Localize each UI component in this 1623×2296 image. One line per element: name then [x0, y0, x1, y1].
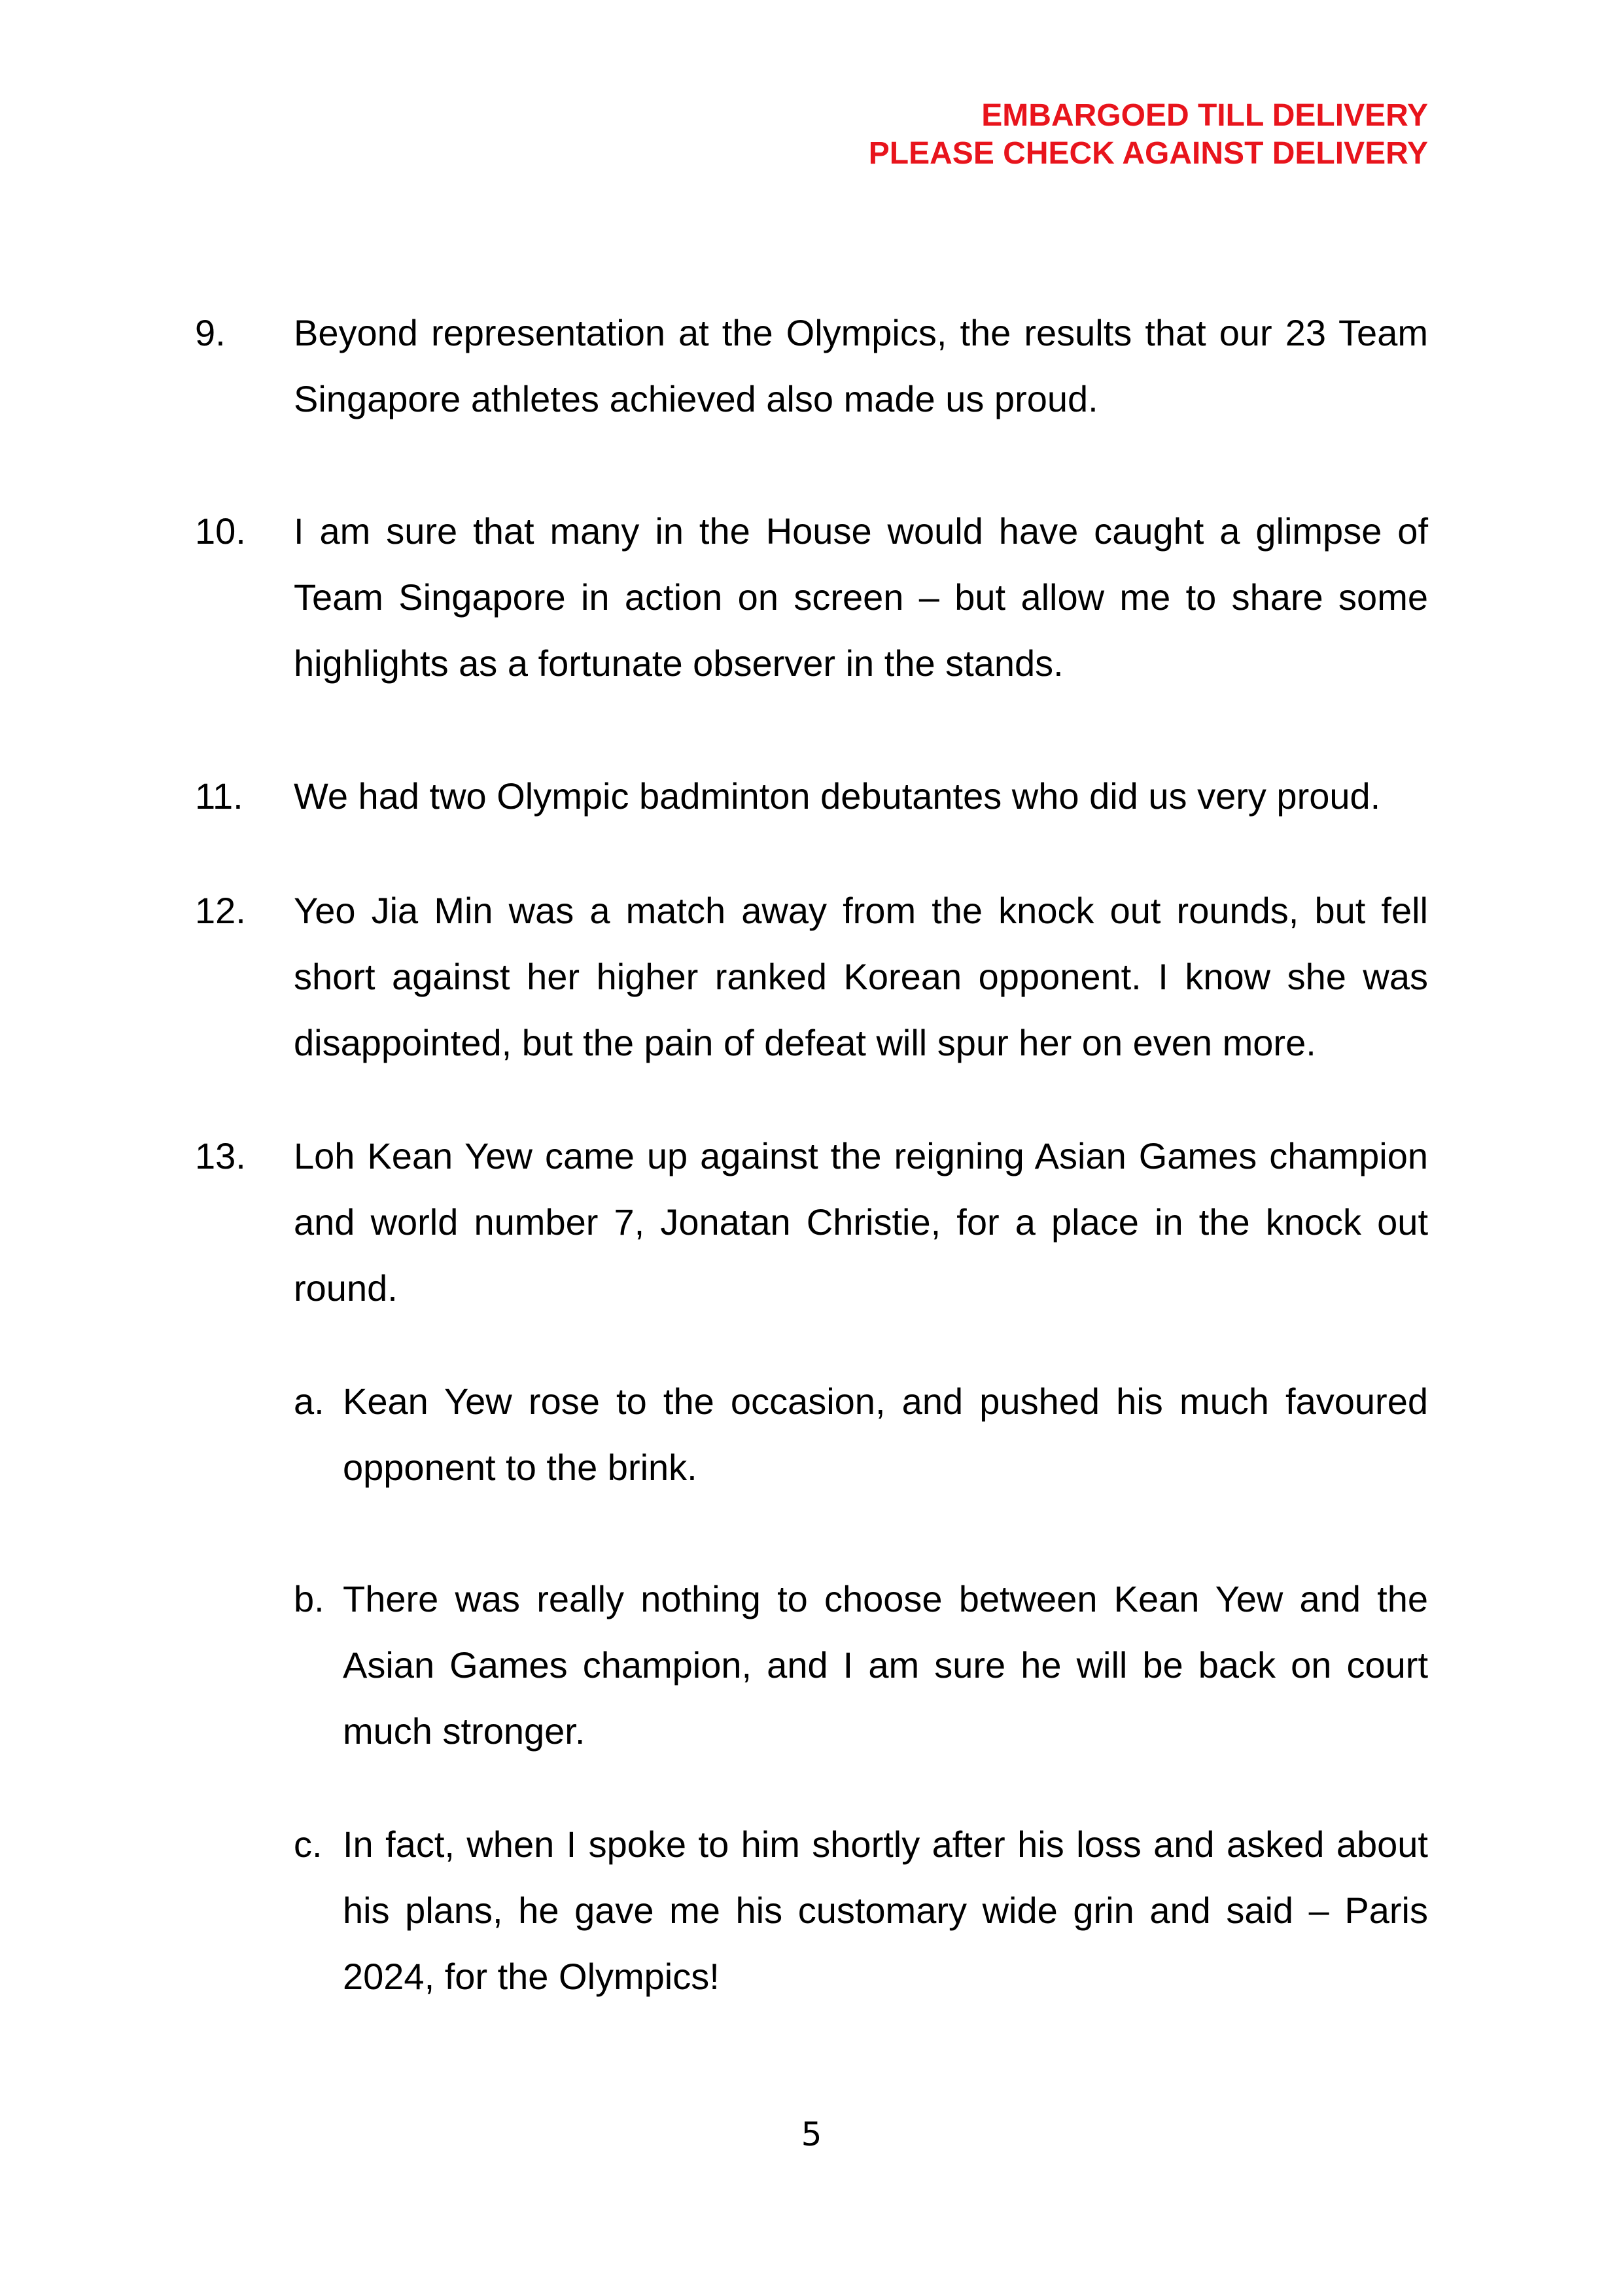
paragraph-text: Beyond representation at the Olympics, the results that our 23 Team Singapore athletes achieved also made us proud. [294, 312, 1428, 419]
embargo-header [869, 97, 1428, 173]
paragraph-12 [195, 877, 1428, 1076]
subpoint-text: Kean Yew rose to the occasion, and pushed his much favoured opponent to the brink. [343, 1381, 1428, 1488]
subpoint-letter: b. [294, 1578, 324, 1619]
paragraph-9 [195, 300, 1428, 432]
check-delivery-line: PLEASE CHECK AGAINST DELIVERY [868, 136, 1428, 171]
paragraph-text: I am sure that many in the House would have caught a glimpse of Team Singapore in action on screen – but allow me to share some highlights as a fortunate observer in the stands. [294, 510, 1428, 684]
paragraph-13 [195, 1123, 1428, 1321]
subpoint-a [294, 1368, 1428, 1500]
subpoint-text: There was really nothing to choose between Kean Yew and the Asian Games champion, and I am sure he will be back on court much stronger. [343, 1578, 1428, 1752]
paragraph-10 [195, 498, 1428, 696]
paragraph-number: 9. [195, 312, 226, 353]
paragraph-number: 12. [195, 890, 246, 931]
paragraph-number: 10. [195, 510, 246, 552]
paragraph-number: 13. [195, 1135, 246, 1176]
subpoint-text: In fact, when I spoke to him shortly after his loss and asked about his plans, he gave me his customary wide grin and said – Paris 2024, for the Olympics! [343, 1824, 1428, 1997]
subpoint-c [294, 1811, 1428, 2009]
subpoint-letter: a. [294, 1381, 324, 1422]
subpoint-b [294, 1566, 1428, 1764]
paragraph-number: 11. [195, 775, 243, 817]
paragraph-text: Loh Kean Yew came up against the reigning Asian Games champion and world number 7, Jonatan Christie, for a place in the knock out round. [294, 1135, 1428, 1309]
paragraph-text: Yeo Jia Min was a match away from the knock out rounds, but fell short against her higher ranked Korean opponent. I know she was disappointed, but the pain of defeat will spur her on even more. [294, 890, 1428, 1063]
subpoint-letter: c. [294, 1824, 323, 1865]
page-number: 5 [801, 2115, 822, 2153]
embargo-line: EMBARGOED TILL DELIVERY [981, 98, 1428, 133]
paragraph-text: We had two Olympic badminton debutantes who did us very proud. [294, 775, 1381, 817]
paragraph-11 [195, 763, 1428, 829]
